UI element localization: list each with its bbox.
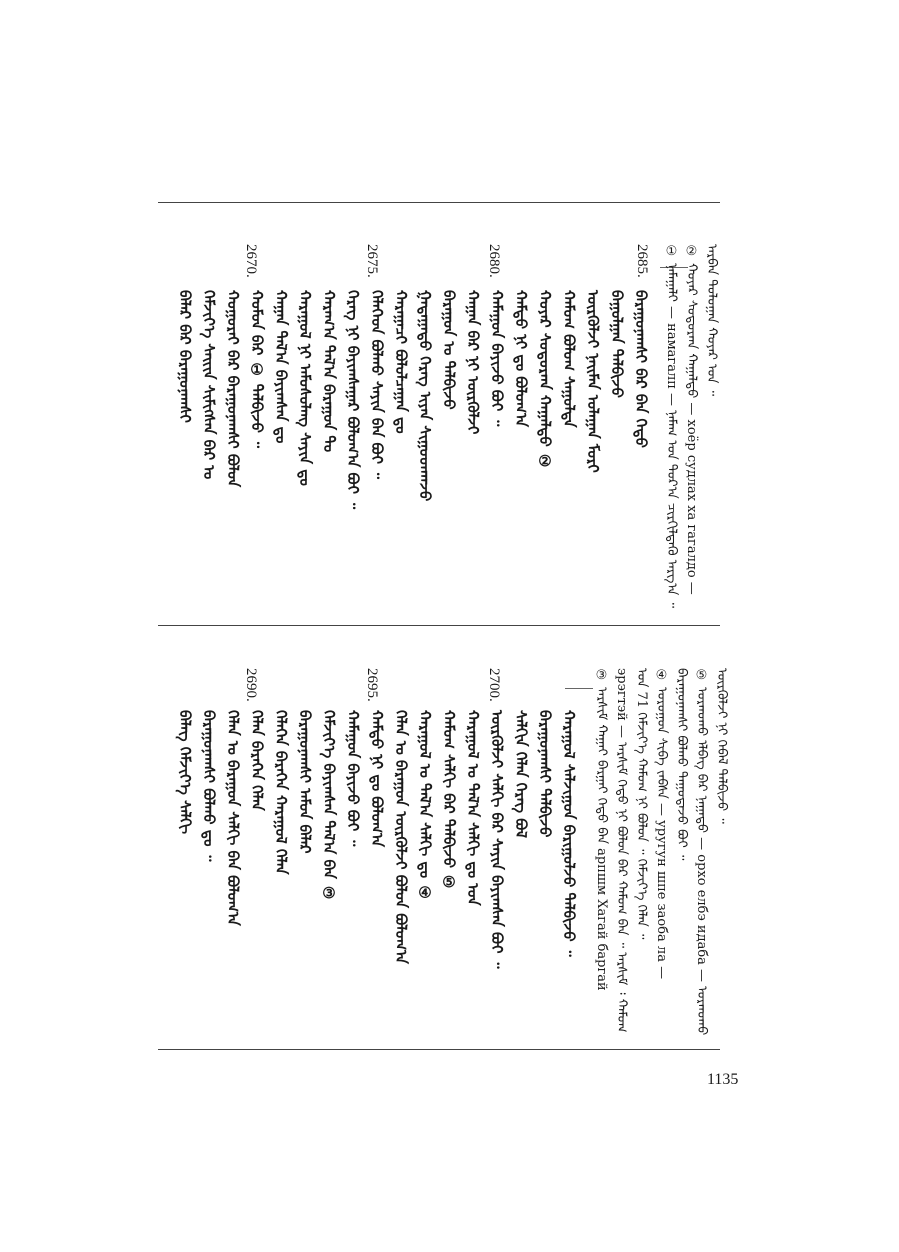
top-verse-line: ᠪᠠᠭᠤᠯᠭᠠᠨ ᠲᠠᠯᠪᠢᠵᠤ	[608, 290, 626, 398]
top-verse-line: ᠪᠠᠷᠠᠭᠤᠨᠠᠭᠰᠢ ᠪᠡᠷ ᠪᠡᠨ ᠬᠡᠳᠦ	[632, 290, 650, 448]
bottom-note-1: ᠦᠷᠭᠦᠯᠵᠢ ᠨᠢ ᠬᠡᠪᠡᠯ ᠲᠠᠯᠪᠢᠵᠤ ᠃	[714, 668, 729, 824]
bottom-verse-line: ᠬᠡᠯᠡᠨ ᠤ ᠪᠠᠷᠠᠭᠤᠨ ᠦᠷᠭᠦᠯᠵᠢ ᠪᠣᠯᠤᠨ ᠪᠣᠯᠤᠭ᠎ᠠ	[392, 710, 410, 964]
top-verse-line: ᠬᠣᠶᠠᠷ ᠰᠤᠳᠤᠷᠬᠠ ᠬᠠᠭᠠᠯᠳᠤ ②	[536, 290, 554, 471]
bottom-verse-line: ᠦᠷᠭᠦᠯᠵᠢ ᠰᠠᠯᠬᠢ ᠪᠡᠷ ᠰᠠᠶᠢᠨ ᠪᠠᠶᠢᠭᠰᠠᠨ ᠪᠣᠢ ᠃	[488, 710, 506, 969]
top-note-3: ① ᠨᠠᠮᠠᠭᠠᠯᠢ — намагалп — ᠨᠠᠮᠠᠭ ᠤᠨ ᠳᠣᠷ᠎ᠠ ᠴᠢᠷᠭᠢᠯᠳᠡᠬᠦ ᠠᠷᠭ᠎ᠠ ᠃	[664, 244, 679, 609]
top-verse-line: ᠬᠡᠯᠡᠭᠡᠳ ᠪᠤᠯᠬᠤ ᠰᠠᠶᠢᠨ ᠪᠡᠨ ᠪᠣᠢ ᠃	[368, 290, 386, 480]
top-verse-line: ᠪᠠᠯᠠᠷ ᠪᠡᠷ ᠪᠠᠷᠠᠭᠤᠨᠠᠭᠰᠢ	[176, 290, 194, 423]
line-number-2695: 2695.	[364, 668, 380, 702]
top-verse-line: ᠬᠡᠮᠵᠢᠶ᠎ᠡ ᠰᠠᠢᠢᠨ ᠰᠢᠮᠢᠭᠰᠡᠨ ᠪᠡᠷ ᠤ	[200, 290, 218, 480]
top-verse-line: ᠪᠠᠷᠠᠭᠤᠨ ᠤ ᠲᠠᠯᠪᠢᠵᠤ	[440, 290, 458, 410]
line-number-2690: 2690.	[243, 668, 259, 702]
line-number-2680: 2680.	[486, 244, 502, 278]
bottom-footnote-separator	[565, 688, 593, 689]
top-verse-line: ᠬᠠᠷᠠᠭᠠᠴᠢ ᠪᠤᠯᠤᠯᠴᠠᠭᠠᠨ ᠳᠣ	[392, 290, 410, 434]
bottom-verse-line: ᠬᠡᠮᠵᠢᠶ᠎ᠡ ᠪᠠᠶᠢᠭᠰᠠᠨ ᠲᠠᠯ᠎ᠠ ᠪᠡᠨ ③	[320, 710, 338, 903]
bottom-verse-line: ᠬᠠᠷᠠᠭᠤᠯ ᠤ ᠲᠠᠯ᠎ᠠ ᠰᠠᠯᠬᠢ ᠳᠤ ᠤᠨ	[464, 710, 482, 906]
top-verse-line: ᠬᠡᠷᠡᠭ ᠨᠢ ᠪᠠᠶᠢᠭᠰᠠᠭᠠᠷ ᠪᠣᠯᠤᠭ᠎ᠠ ᠪᠣᠢ ᠃	[344, 290, 362, 510]
top-verse-line: ᠬᠠᠮᠤᠭ ᠪᠤᠯᠤᠭ ᠰᠠᠭᠤᠯᠳᠠ	[560, 290, 578, 428]
top-verse-line: ᠬᠠᠷᠠᠭ᠎ᠠ ᠲᠠᠯ᠎ᠠ ᠪᠠᠷᠠᠭᠤᠨ ᠲᠣ	[320, 290, 338, 453]
top-note-1: ᠠᠷᠪᠠᠨ ᠳᠣᠯᠣᠭᠠᠨ ᠬᠣᠶᠠᠷ ᠤᠨ ᠃	[704, 244, 719, 397]
bottom-verse-line: ᠬᠠᠮᠤᠭ ᠰᠠᠯᠬᠢ ᠪᠡᠷ ᠲᠠᠯᠪᠢᠵᠤ ⑤	[440, 710, 458, 892]
bottom-verse-line: ᠬᠡᠯᠡᠭᠡᠨ ᠪᠡᠷᠡᠭᠡᠨ ᠬᠠᠷᠠᠭᠤᠯ ᠬᠡᠯᠡᠨ	[272, 710, 290, 875]
bottom-verse-line: ᠬᠠᠷᠠᠭᠤᠯ ᠤ ᠲᠠᠯ᠎ᠠ ᠰᠠᠯᠬᠢ ᠳᠤ ④	[416, 710, 434, 902]
bottom-verse-line: ᠪᠡᠯᠡᠭ ᠬᠡᠮᠵᠢᠶ᠎ᠡ ᠰᠠᠯᠬᠢ	[176, 710, 194, 835]
bottom-verse-line: ᠰᠠᠯᠬᠢᠨ ᠬᠡᠯᠡᠨ ᠬᠡᠷᠡᠭ ᠪᠣᠯ	[512, 710, 530, 839]
line-number-2700: 2700.	[486, 668, 502, 702]
bottom-note-4: ④ ᠤᠷᠤᠭᠤᠨ ᠰᠢᠪᠡ ᠵᠠᠪᠰᠠ — уругун шпе заоба ла —	[654, 668, 669, 980]
bottom-verse-line: ᠪᠠᠷᠠᠭᠤᠨᠠᠭᠰᠢ ᠠᠮᠤᠨ ᠪᠠᠯᠠᠷ	[296, 710, 314, 854]
page-number: 1135	[707, 1071, 739, 1088]
top-verse-line: ᠬᠠᠭᠠᠨ ᠪᠡᠷ ᠨᠢ ᠦᠷᠭᠦᠯᠵᠢ	[464, 290, 482, 435]
line-number-2675: 2675.	[364, 244, 380, 278]
bottom-note-5: ᠤᠨ 71 ᠬᠡᠮᠵᠢᠶ᠎ᠡ ᠬᠠᠮᠤᠭ ᠨᠢ ᠪᠣᠯᠤᠨ ᠃ ᠬᠡᠮᠵᠢᠶ᠎ᠡ ᠬᠡᠯᠡᠨ ᠃	[634, 668, 649, 940]
bottom-note-2: ⑤ ᠣᠷᠬᠤᠬᠤ ᠡᠯᠪᠡᠭ ᠪᠡᠷ ᠨᠠᠭᠠᠳᠤ — орхо елбэ идаба — ᠣᠷᠬᠤᠬᠤ	[694, 668, 709, 1036]
top-verse-line: ᠬᠤᠮᠤᠨ ᠪᠡᠷ ① ᠲᠠᠯᠪᠢᠵᠤ ᠃	[248, 290, 266, 448]
top-verse-line: ᠬᠠᠮᠠᠭᠤᠨ ᠪᠠᠶᠢᠵᠤ ᠪᠣᠢ ᠃	[488, 290, 506, 427]
bottom-note-7: ③ ᠠᠷᠰᠢᠮ ᠬᠠᠭᠠᠢ ᠪᠠᠷᠭᠠᠢ ᠬᠡᠳᠦ ᠪᠡᠨ арпшм Хагай баргай	[594, 668, 609, 991]
top-verse-line: ᠦᠷᠭᠦᠯᠵᠢ ᠨᠠᠢᠮᠠᠨ ᠤᠯᠠᠭᠠᠨ ᠮᠣᠷᠢ	[584, 290, 602, 473]
bottom-note-6: эрэгтэй — ᠠᠷᠰᠢᠮ ᠬᠡᠳᠦ ᠨᠢ ᠪᠣᠯᠤᠨ ᠪᠡᠷ ᠬᠠᠮᠤᠭ ᠪᠡᠨ ᠃ ᠠᠷᠰᠢᠮ ᠄ ᠬᠠᠮᠤᠭ	[614, 668, 629, 1033]
top-verse-line: ᠬᠠᠷᠠᠭᠤᠯ ᠨᠢ ᠠᠮᠤᠰᠤᠯᠠᠩ ᠰᠠᠶᠢᠨ ᠳᠤ	[296, 290, 314, 486]
top-verse-line: ᠬᠤᠭᠤᠷᠠᠢ ᠪᠡᠷ ᠪᠠᠷᠠᠭᠤᠨᠠᠭᠰᠢ ᠪᠣᠯᠤᠨ	[224, 290, 242, 488]
bottom-verse-line: ᠬᠠᠮᠠᠭᠤᠨ ᠪᠠᠶᠢᠵᠤ ᠪᠣᠢ ᠃	[344, 710, 362, 847]
bottom-rule	[158, 1049, 720, 1050]
bottom-verse-line: ᠬᠠᠷᠠᠭᠤᠯ ᠰᠠᠯᠵᠢᠭᠤᠨ ᠪᠠᠷᠢᠭᠤᠯᠵᠤ ᠲᠠᠯᠪᠢᠵᠤ ᠃	[560, 710, 578, 957]
bottom-verse-line: ᠪᠠᠷᠠᠭᠤᠨᠠᠭᠰᠢ ᠪᠣᠯᠬᠤ ᠳᠤ ᠃	[200, 710, 218, 862]
line-number-2670: 2670.	[243, 244, 259, 278]
top-verse-line: ᠬᠠᠭᠠᠨ ᠲᠠᠯ᠎ᠠ ᠪᠠᠶᠢᠭᠰᠠᠨ ᠳᠤ	[272, 290, 290, 444]
top-verse-line: ᠬᠠᠮᠲᠤ ᠨᠢ ᠳᠤ ᠪᠣᠯᠤᠭ᠎ᠠ	[512, 290, 530, 428]
bottom-verse-line: ᠬᠡᠯᠡᠨ ᠪᠡᠷᠡᠭᠡᠨ ᠬᠡᠯᠡᠨ	[248, 710, 266, 811]
bottom-note-3: ᠪᠠᠷᠠᠭᠤᠨᠠᠭᠰᠢ ᠪᠣᠯᠬᠤ ᠳᠠᠭᠤᠳᠠᠵᠤ ᠪᠣᠢ ᠃	[674, 668, 689, 861]
line-number-2685: 2685.	[634, 244, 650, 278]
top-rule	[158, 202, 720, 203]
bottom-verse-line: ᠪᠠᠷᠠᠭᠤᠨᠠᠭᠰᠢ ᠲᠠᠯᠪᠢᠵᠤ	[536, 710, 554, 838]
top-note-2: ② ᠬᠣᠶᠠᠷ ᠰᠤᠳᠤᠷᠬᠠ ᠬᠠᠭᠠᠯᠳᠤ — хоёр судлах ха гагалдо —	[684, 244, 699, 595]
middle-rule	[158, 625, 720, 626]
top-verse-line: ᠭᠠᠳᠠᠭᠠᠳᠤ ᠬᠡᠷᠡᠭ ᠢᠶᠡᠨ ᠰᠢᠭᠤᠳᠬᠠᠵᠤ	[416, 290, 434, 502]
bottom-verse-line: ᠬᠡᠯᠡᠨ ᠤ ᠪᠠᠷᠠᠭᠤᠨ ᠰᠠᠯᠬᠢ ᠪᠡᠨ ᠪᠣᠯᠤᠭ᠎ᠠ	[224, 710, 242, 926]
bottom-verse-line: ᠬᠠᠮᠲᠤ ᠨᠢ ᠳᠤ ᠪᠣᠯᠤᠭ᠎ᠠ	[368, 710, 386, 848]
